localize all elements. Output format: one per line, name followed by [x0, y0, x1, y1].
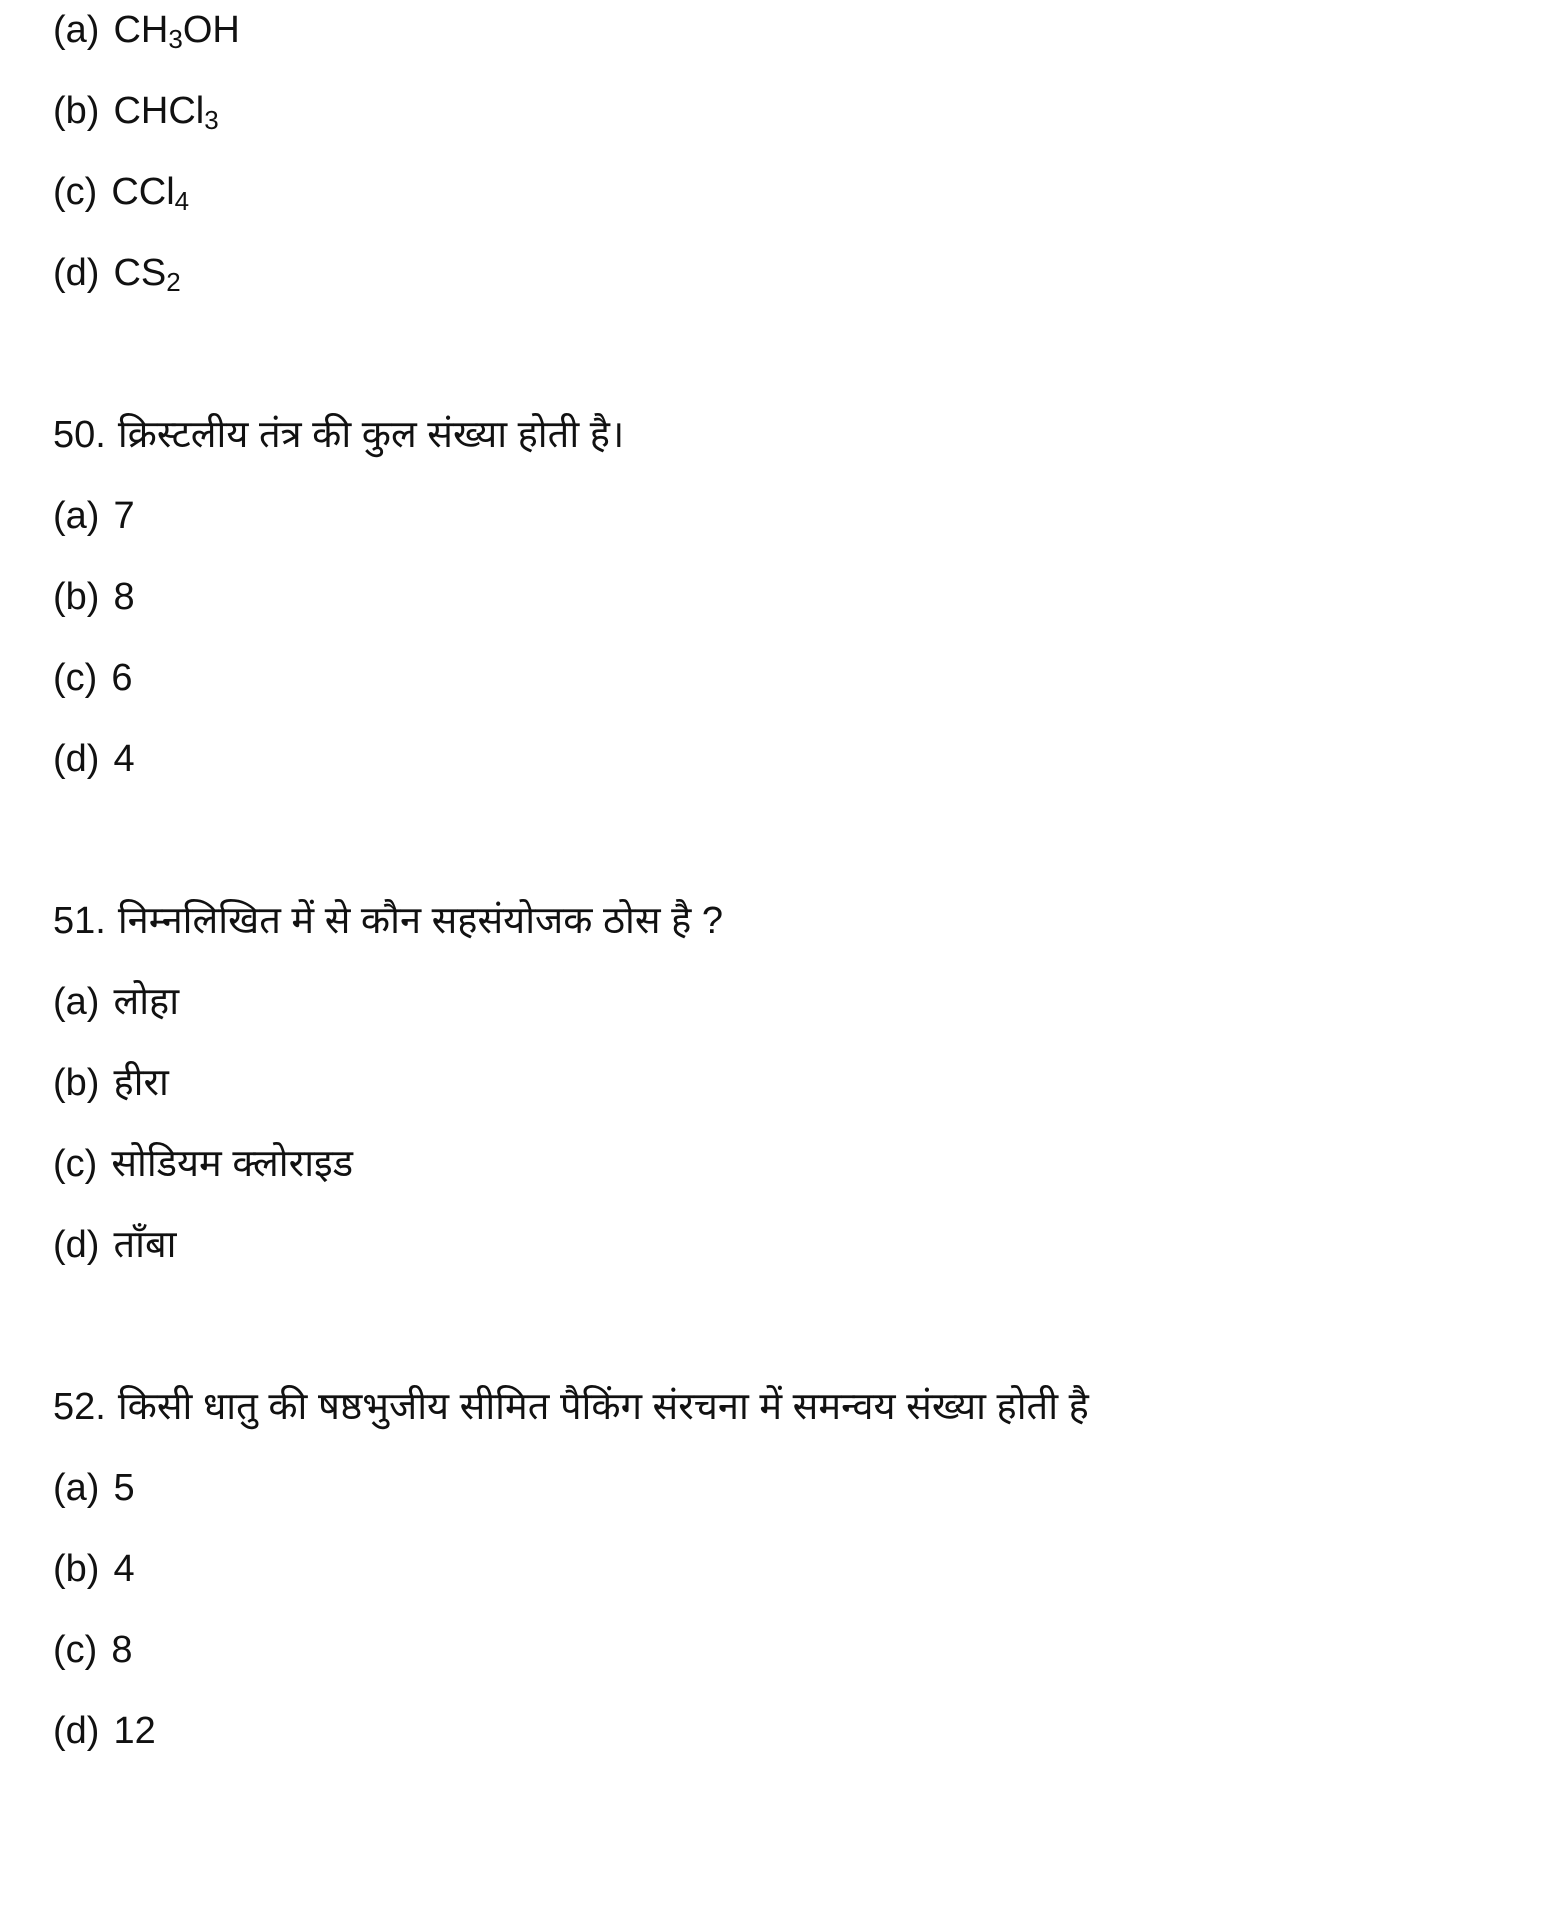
question-text — [53, 395, 1089, 476]
formula: CS — [113, 252, 167, 294]
question-block — [53, 314, 1089, 800]
option-label: (d) — [53, 1710, 100, 1752]
option-label: (c) — [53, 1629, 98, 1671]
option-label: (a) — [53, 495, 100, 537]
option-text: 4 — [113, 738, 135, 780]
option — [53, 1124, 1089, 1205]
formula-rest: OH — [182, 9, 240, 51]
option-label: (c) — [53, 171, 98, 213]
subscript: 2 — [166, 267, 181, 297]
option-label: (b) — [53, 1548, 100, 1590]
option-label: (c) — [53, 1143, 98, 1185]
option-text: ताँबा — [113, 1224, 177, 1266]
q49-options — [53, 0, 1089, 314]
option-b — [53, 71, 1089, 152]
question-number: 50. — [53, 414, 106, 456]
option — [53, 1043, 1089, 1124]
option — [53, 557, 1089, 638]
option — [53, 638, 1089, 719]
option-a — [53, 0, 1089, 71]
question-block — [53, 800, 1089, 1286]
option-text: लोहा — [113, 981, 180, 1023]
option — [53, 1691, 1089, 1772]
option-text: 5 — [113, 1467, 135, 1509]
option-label: (d) — [53, 1224, 100, 1266]
option-text: 6 — [111, 657, 133, 699]
option-text: 8 — [111, 1629, 133, 1671]
question-text — [53, 1367, 1089, 1448]
question-page — [53, 0, 1089, 1772]
option-label: (b) — [53, 576, 100, 618]
option-label: (b) — [53, 90, 100, 132]
question-stem: निम्नलिखित में से कौन सहसंयोजक ठोस है ? — [117, 900, 724, 942]
spacer — [53, 800, 1089, 881]
option — [53, 1529, 1089, 1610]
option-text: हीरा — [113, 1062, 169, 1104]
option-label: (d) — [53, 252, 100, 294]
question-stem: किसी धातु की षष्ठभुजीय सीमित पैकिंग संरचना में समन्वय संख्या होती है — [117, 1386, 1089, 1428]
question-number: 51. — [53, 900, 106, 942]
option-text: सोडियम क्लोराइड — [111, 1143, 354, 1185]
option-label: (c) — [53, 657, 98, 699]
option — [53, 1205, 1089, 1286]
spacer — [53, 314, 1089, 395]
option — [53, 719, 1089, 800]
question-text — [53, 881, 1089, 962]
subscript: 3 — [204, 105, 219, 135]
formula: CH — [113, 9, 169, 51]
option-label: (a) — [53, 981, 100, 1023]
option-label: (b) — [53, 1062, 100, 1104]
question-block — [53, 1286, 1089, 1772]
option-text: 4 — [113, 1548, 135, 1590]
option-d — [53, 233, 1089, 314]
formula: CHCl — [113, 90, 205, 132]
question-stem: क्रिस्टलीय तंत्र की कुल संख्या होती है। — [117, 414, 625, 456]
subscript: 4 — [174, 186, 190, 216]
option-label: (a) — [53, 1467, 100, 1509]
option-text: 8 — [113, 576, 135, 618]
option — [53, 1610, 1089, 1691]
subscript: 3 — [168, 24, 183, 54]
option — [53, 476, 1089, 557]
question-number: 52. — [53, 1386, 106, 1428]
option-text: 12 — [113, 1710, 156, 1752]
option — [53, 962, 1089, 1043]
option-label: (d) — [53, 738, 100, 780]
option — [53, 1448, 1089, 1529]
spacer — [53, 1286, 1089, 1367]
formula: CCl — [111, 171, 175, 213]
option-label: (a) — [53, 9, 100, 51]
option-text: 7 — [113, 495, 135, 537]
option-c — [53, 152, 1089, 233]
